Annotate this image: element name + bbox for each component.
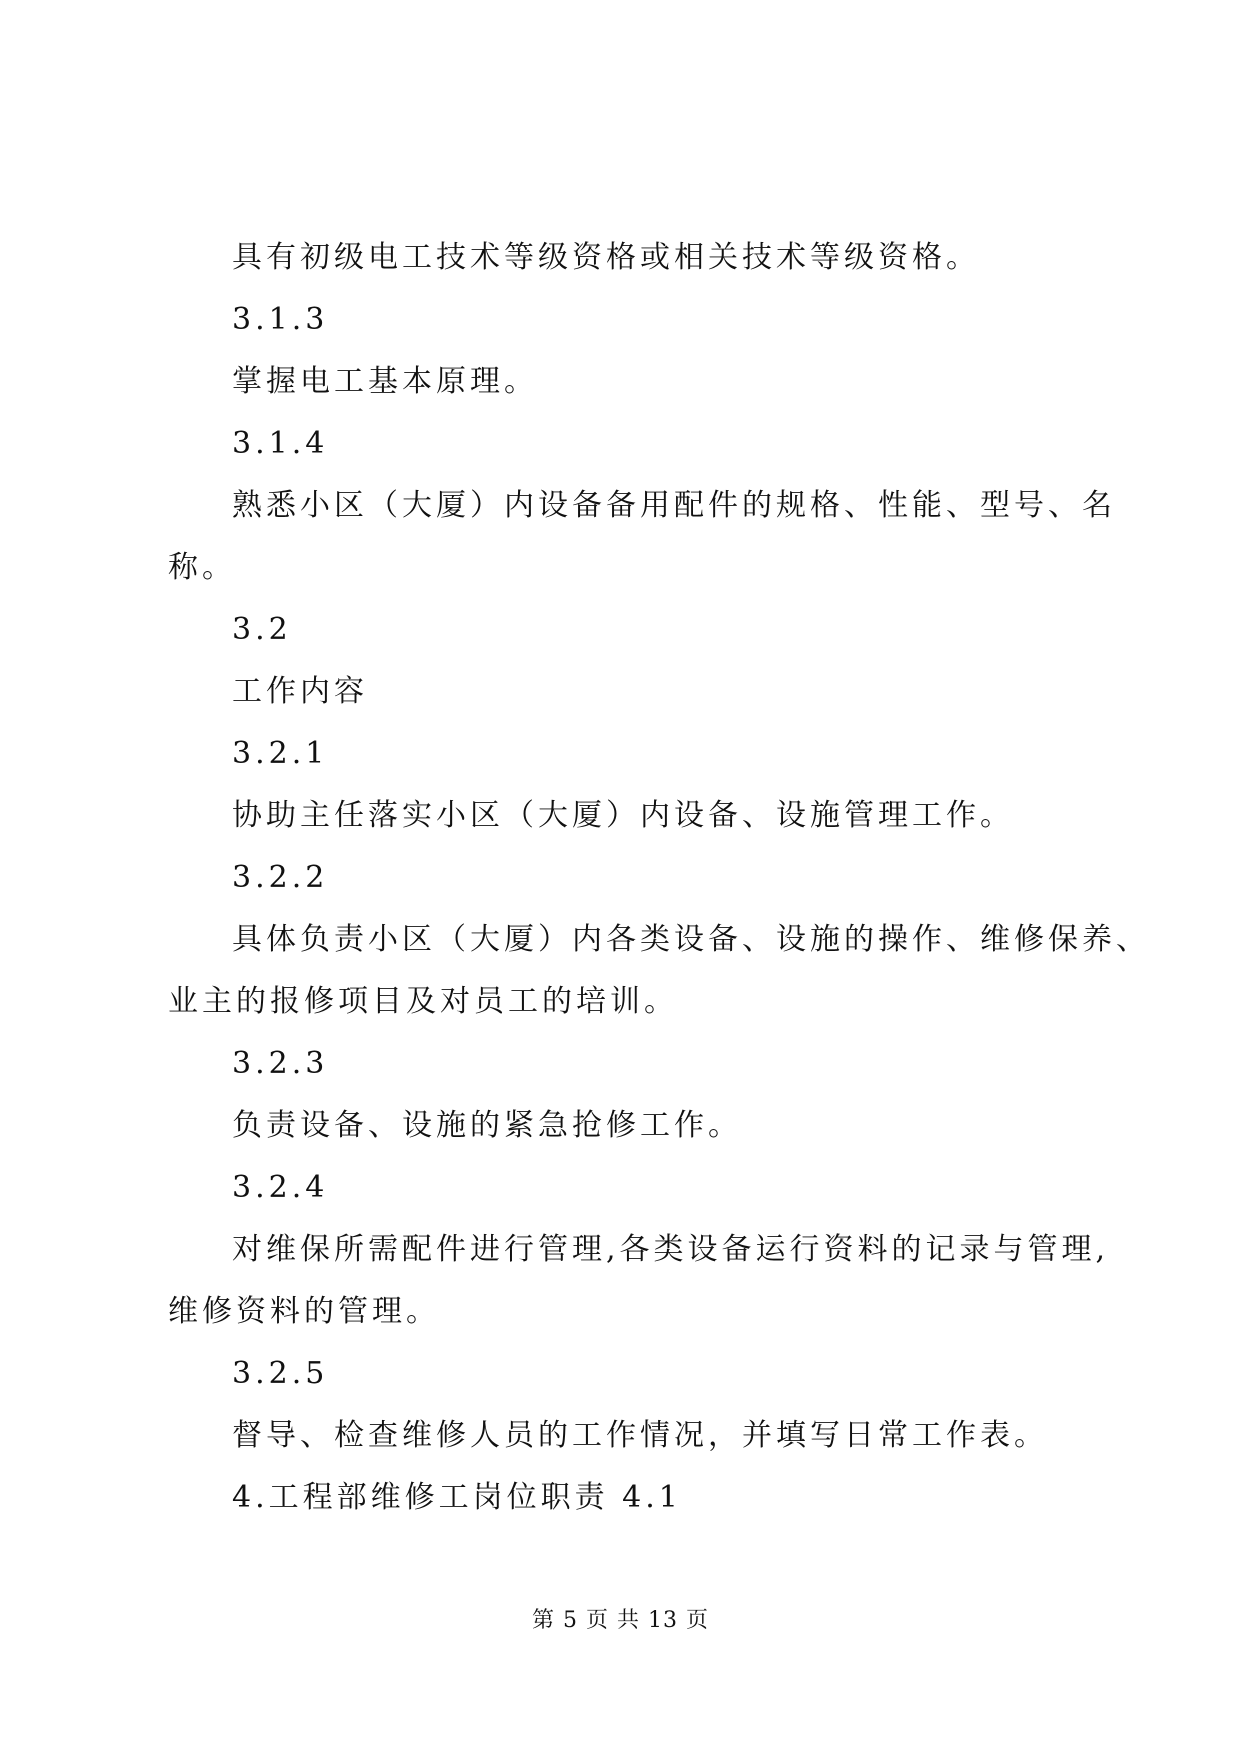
section-heading-work-content: 工作内容 xyxy=(232,674,368,709)
paragraph-emergency-repair: 负责设备、设施的紧急抢修工作。 xyxy=(232,1108,742,1143)
section-heading-4: 4.工程部维修工岗位职责 4.1 xyxy=(232,1480,682,1515)
paragraph-operations-line1: 具体负责小区（大厦）内各类设备、设施的操作、维修保养、 xyxy=(232,922,1150,957)
paragraph-parts-management-line2: 维修资料的管理。 xyxy=(168,1294,440,1329)
section-number-3-2-2: 3.2.2 xyxy=(232,860,329,895)
paragraph-parts-management-line1: 对维保所需配件进行管理,各类设备运行资料的记录与管理, xyxy=(232,1232,1110,1267)
section-number-3-2: 3.2 xyxy=(232,612,292,647)
paragraph-spare-parts-line2: 称。 xyxy=(168,550,236,585)
paragraph-spare-parts-line1: 熟悉小区（大厦）内设备备用配件的规格、性能、型号、名 xyxy=(232,488,1116,523)
paragraph-supervise: 督导、检查维修人员的工作情况，并填写日常工作表。 xyxy=(232,1418,1048,1453)
section-number-3-1-4: 3.1.4 xyxy=(232,426,329,461)
paragraph-principles: 掌握电工基本原理。 xyxy=(232,364,538,399)
paragraph-assist-director: 协助主任落实小区（大厦）内设备、设施管理工作。 xyxy=(232,798,1014,833)
section-number-3-2-1: 3.2.1 xyxy=(232,736,329,771)
section-number-3-2-5: 3.2.5 xyxy=(232,1356,329,1391)
section-number-3-1-3: 3.1.3 xyxy=(232,302,329,337)
page-footer: 第 5 页 共 13 页 xyxy=(532,1608,709,1633)
paragraph-operations-line2: 业主的报修项目及对员工的培训。 xyxy=(168,984,678,1019)
section-number-3-2-3: 3.2.3 xyxy=(232,1046,329,1081)
paragraph-qualification: 具有初级电工技术等级资格或相关技术等级资格。 xyxy=(232,240,980,275)
section-number-3-2-4: 3.2.4 xyxy=(232,1170,329,1205)
